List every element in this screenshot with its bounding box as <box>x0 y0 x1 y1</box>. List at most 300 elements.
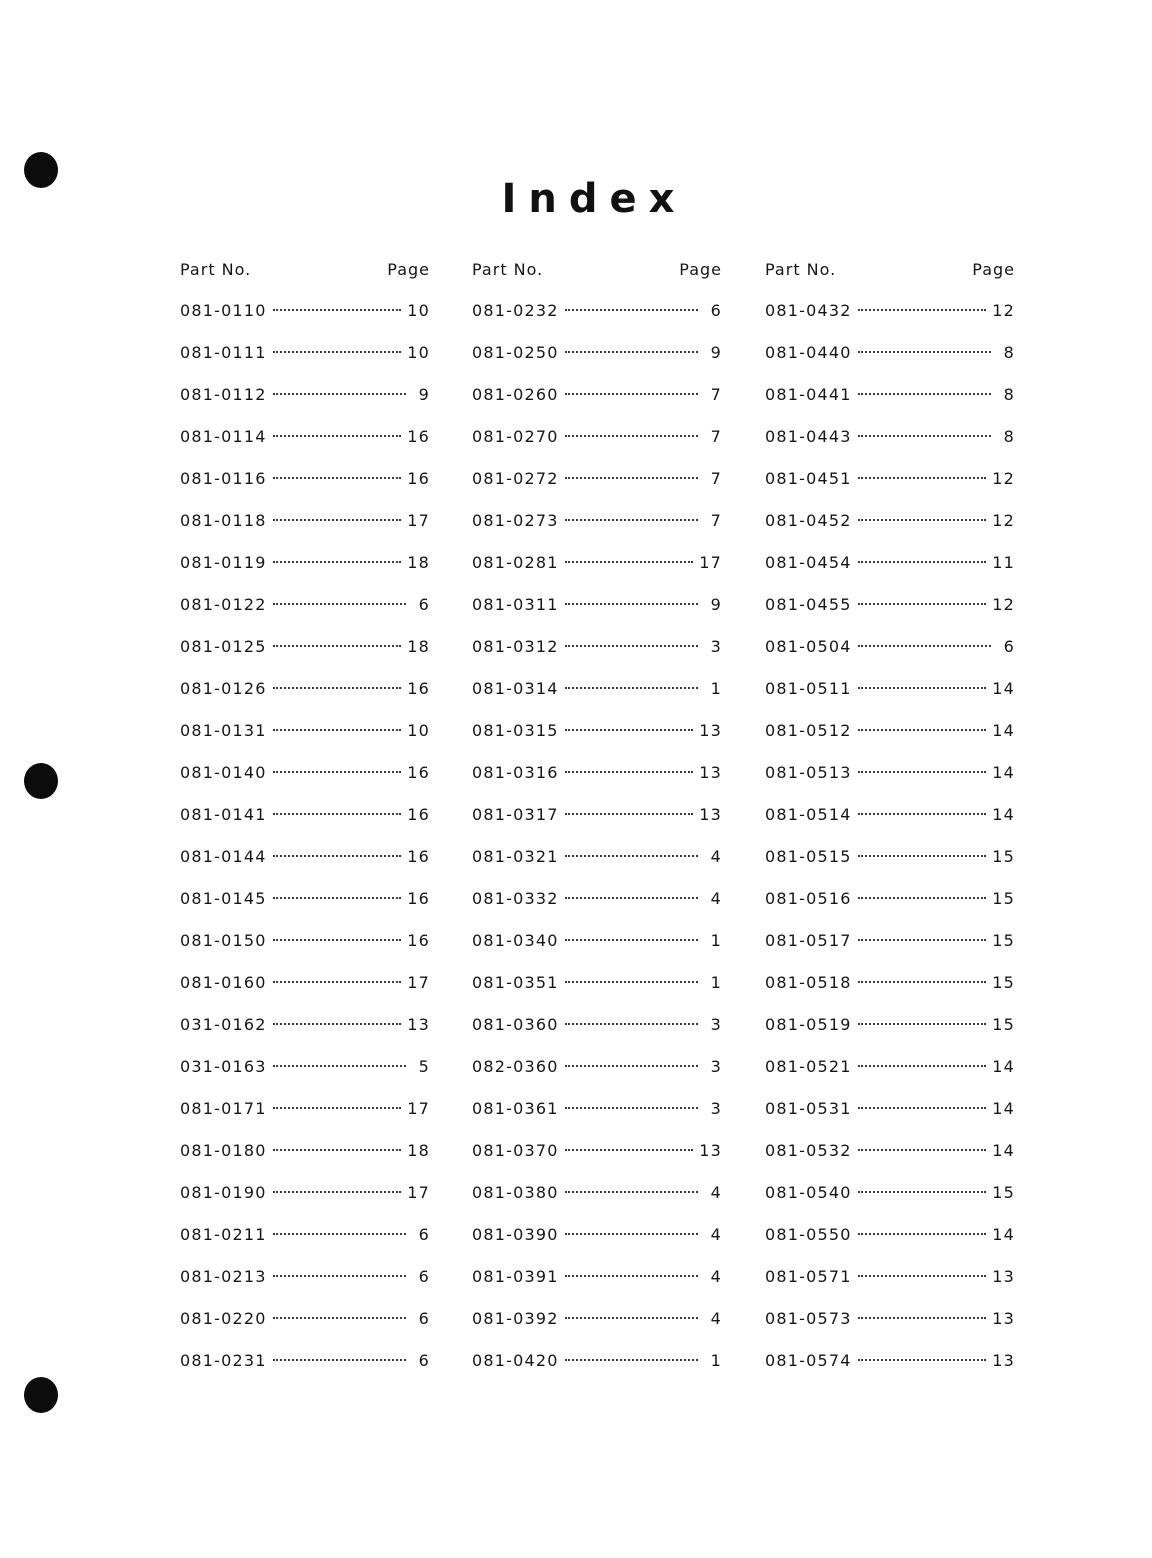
part-number: 081-0122 <box>180 595 267 614</box>
part-number: 081-0116 <box>180 469 267 488</box>
part-number: 081-0140 <box>180 763 267 782</box>
page-number: 13 <box>992 1351 1015 1370</box>
part-number: 081-0272 <box>472 469 559 488</box>
part-number: 081-0340 <box>472 931 559 950</box>
page-number: 7 <box>710 511 722 530</box>
page-number: 6 <box>418 1309 430 1328</box>
index-entry <box>472 591 722 633</box>
index-entry <box>180 339 430 381</box>
index-entry <box>472 297 722 339</box>
page-number: 8 <box>1003 343 1015 362</box>
entry-list <box>472 297 722 1389</box>
dot-leader <box>273 897 402 899</box>
part-number: 081-0141 <box>180 805 267 824</box>
index-entry <box>765 1053 1015 1095</box>
dot-leader <box>565 813 694 815</box>
part-number: 081-0145 <box>180 889 267 908</box>
part-number: 081-0521 <box>765 1057 852 1076</box>
dot-leader <box>565 771 694 773</box>
part-number: 081-0518 <box>765 973 852 992</box>
index-entry <box>765 465 1015 507</box>
part-number: 081-0441 <box>765 385 852 404</box>
index-entry <box>180 297 430 339</box>
page-number: 15 <box>992 931 1015 950</box>
index-entry <box>180 927 430 969</box>
part-number: 081-0316 <box>472 763 559 782</box>
index-entry <box>472 675 722 717</box>
part-number: 081-0220 <box>180 1309 267 1328</box>
index-entry <box>765 1137 1015 1179</box>
entry-list <box>765 297 1015 1389</box>
index-entry <box>765 1347 1015 1389</box>
index-entry <box>180 675 430 717</box>
page-number: 14 <box>992 1225 1015 1244</box>
part-number: 081-0519 <box>765 1015 852 1034</box>
part-number: 081-0111 <box>180 343 267 362</box>
dot-leader <box>565 393 698 395</box>
dot-leader <box>858 603 987 605</box>
index-entry <box>765 759 1015 801</box>
dot-leader <box>273 477 402 479</box>
part-number: 081-0314 <box>472 679 559 698</box>
index-entry <box>472 381 722 423</box>
page-number: 1 <box>710 1351 722 1370</box>
dot-leader <box>565 435 698 437</box>
page-number: 13 <box>992 1267 1015 1286</box>
page-number: 13 <box>699 763 722 782</box>
page-number: 16 <box>407 679 430 698</box>
page-number: 16 <box>407 427 430 446</box>
index-entry <box>765 927 1015 969</box>
dot-leader <box>273 729 402 731</box>
part-number: 081-0119 <box>180 553 267 572</box>
part-number: 081-0571 <box>765 1267 852 1286</box>
index-entry <box>472 633 722 675</box>
dot-leader <box>273 1359 406 1361</box>
header-part-no: Part No. <box>180 260 252 279</box>
page-number: 3 <box>710 1015 722 1034</box>
index-column-1 <box>180 256 430 1389</box>
dot-leader <box>565 897 698 899</box>
index-entry <box>765 1305 1015 1347</box>
page-number: 12 <box>992 511 1015 530</box>
index-entry <box>472 549 722 591</box>
dot-leader <box>858 477 987 479</box>
dot-leader <box>273 1317 406 1319</box>
page-number: 16 <box>407 805 430 824</box>
dot-leader <box>273 393 406 395</box>
dot-leader <box>565 687 698 689</box>
page-number: 3 <box>710 1057 722 1076</box>
part-number: 081-0443 <box>765 427 852 446</box>
index-entry <box>180 1263 430 1305</box>
punch-hole-middle <box>24 763 58 799</box>
page-number: 13 <box>992 1309 1015 1328</box>
page-number: 13 <box>407 1015 430 1034</box>
page-number: 6 <box>418 1225 430 1244</box>
part-number: 081-0144 <box>180 847 267 866</box>
header-page: Page <box>387 260 430 279</box>
part-number: 081-0332 <box>472 889 559 908</box>
index-entry <box>472 885 722 927</box>
index-entry <box>765 633 1015 675</box>
dot-leader <box>565 1023 698 1025</box>
part-number: 081-0112 <box>180 385 267 404</box>
part-number: 081-0454 <box>765 553 852 572</box>
dot-leader <box>858 1359 987 1361</box>
page-number: 18 <box>407 553 430 572</box>
dot-leader <box>858 1107 987 1109</box>
index-entry <box>765 381 1015 423</box>
index-entry <box>180 1221 430 1263</box>
part-number: 081-0231 <box>180 1351 267 1370</box>
dot-leader <box>273 939 402 941</box>
index-entry <box>765 843 1015 885</box>
page-number: 15 <box>992 889 1015 908</box>
part-number: 082-0360 <box>472 1057 559 1076</box>
part-number: 081-0574 <box>765 1351 852 1370</box>
part-number: 081-0420 <box>472 1351 559 1370</box>
dot-leader <box>565 1191 698 1193</box>
page-number: 16 <box>407 763 430 782</box>
dot-leader <box>858 1065 987 1067</box>
part-number: 081-0540 <box>765 1183 852 1202</box>
page-number: 10 <box>407 301 430 320</box>
index-entry <box>180 1179 430 1221</box>
page-number: 3 <box>710 637 722 656</box>
index-entry <box>472 1095 722 1137</box>
index-entry <box>180 717 430 759</box>
index-entry <box>765 675 1015 717</box>
page-number: 13 <box>699 721 722 740</box>
index-entry <box>765 717 1015 759</box>
index-entry <box>472 843 722 885</box>
dot-leader <box>565 603 698 605</box>
index-entry <box>180 1053 430 1095</box>
page-number: 16 <box>407 469 430 488</box>
dot-leader <box>273 1107 402 1109</box>
dot-leader <box>273 603 406 605</box>
part-number: 081-0360 <box>472 1015 559 1034</box>
index-column-2 <box>472 256 722 1389</box>
dot-leader <box>273 855 402 857</box>
dot-leader <box>565 309 698 311</box>
page-number: 9 <box>710 343 722 362</box>
dot-leader <box>273 1065 406 1067</box>
page-number: 14 <box>992 1141 1015 1160</box>
part-number: 081-0131 <box>180 721 267 740</box>
index-entry <box>765 423 1015 465</box>
part-number: 081-0515 <box>765 847 852 866</box>
part-number: 081-0260 <box>472 385 559 404</box>
page-number: 12 <box>992 301 1015 320</box>
dot-leader <box>565 939 698 941</box>
part-number: 081-0452 <box>765 511 852 530</box>
page-number: 15 <box>992 973 1015 992</box>
index-entry <box>765 885 1015 927</box>
dot-leader <box>858 813 987 815</box>
page-number: 8 <box>1003 385 1015 404</box>
dot-leader <box>273 309 402 311</box>
page-number: 14 <box>992 1099 1015 1118</box>
index-entry <box>180 1137 430 1179</box>
index-entry <box>180 381 430 423</box>
part-number: 081-0250 <box>472 343 559 362</box>
page-number: 4 <box>710 847 722 866</box>
dot-leader <box>565 1317 698 1319</box>
part-number: 081-0370 <box>472 1141 559 1160</box>
page-number: 7 <box>710 469 722 488</box>
part-number: 081-0432 <box>765 301 852 320</box>
dot-leader <box>565 1233 698 1235</box>
page-number: 12 <box>992 595 1015 614</box>
dot-leader <box>858 393 991 395</box>
dot-leader <box>858 351 991 353</box>
index-entry <box>472 927 722 969</box>
page-number: 8 <box>1003 427 1015 446</box>
index-entry <box>472 759 722 801</box>
page-number: 10 <box>407 343 430 362</box>
page-number: 12 <box>992 469 1015 488</box>
part-number: 081-0160 <box>180 973 267 992</box>
dot-leader <box>858 1317 987 1319</box>
index-column-3 <box>765 256 1015 1389</box>
dot-leader <box>858 687 987 689</box>
page-number: 16 <box>407 931 430 950</box>
part-number: 081-0390 <box>472 1225 559 1244</box>
page-number: 4 <box>710 1183 722 1202</box>
part-number: 081-0125 <box>180 637 267 656</box>
part-number: 081-0211 <box>180 1225 267 1244</box>
part-number: 081-0311 <box>472 595 559 614</box>
index-entry <box>180 633 430 675</box>
part-number: 081-0504 <box>765 637 852 656</box>
header-page: Page <box>679 260 722 279</box>
index-entry <box>765 801 1015 843</box>
dot-leader <box>858 729 987 731</box>
part-number: 081-0213 <box>180 1267 267 1286</box>
dot-leader <box>858 561 987 563</box>
dot-leader <box>565 477 698 479</box>
part-number: 081-0512 <box>765 721 852 740</box>
dot-leader <box>565 1359 698 1361</box>
part-number: 081-0118 <box>180 511 267 530</box>
part-number: 081-0550 <box>765 1225 852 1244</box>
dot-leader <box>858 1023 987 1025</box>
dot-leader <box>273 351 402 353</box>
index-entry <box>180 759 430 801</box>
dot-leader <box>273 771 402 773</box>
page-number: 10 <box>407 721 430 740</box>
part-number: 081-0514 <box>765 805 852 824</box>
part-number: 081-0451 <box>765 469 852 488</box>
page-title: Index <box>501 176 687 222</box>
part-number: 081-0281 <box>472 553 559 572</box>
dot-leader <box>565 561 694 563</box>
index-entry <box>472 507 722 549</box>
index-entry <box>180 969 430 1011</box>
dot-leader <box>565 1275 698 1277</box>
page-number: 9 <box>710 595 722 614</box>
dot-leader <box>565 1149 694 1151</box>
part-number: 081-0312 <box>472 637 559 656</box>
page-number: 18 <box>407 1141 430 1160</box>
part-number: 081-0516 <box>765 889 852 908</box>
index-entry <box>472 1053 722 1095</box>
dot-leader <box>273 1149 402 1151</box>
part-number: 081-0126 <box>180 679 267 698</box>
part-number: 081-0573 <box>765 1309 852 1328</box>
index-entry <box>180 1347 430 1389</box>
dot-leader <box>858 1149 987 1151</box>
dot-leader <box>858 645 991 647</box>
index-entry <box>765 549 1015 591</box>
part-number: 081-0392 <box>472 1309 559 1328</box>
part-number: 081-0270 <box>472 427 559 446</box>
part-number: 081-0380 <box>472 1183 559 1202</box>
page-number: 18 <box>407 637 430 656</box>
page-number: 16 <box>407 847 430 866</box>
part-number: 081-0321 <box>472 847 559 866</box>
dot-leader <box>565 1107 698 1109</box>
page-number: 6 <box>710 301 722 320</box>
dot-leader <box>565 351 698 353</box>
index-entry <box>180 507 430 549</box>
page-number: 3 <box>710 1099 722 1118</box>
page-number: 14 <box>992 805 1015 824</box>
page-number: 17 <box>407 1099 430 1118</box>
page-number: 15 <box>992 847 1015 866</box>
dot-leader <box>858 309 987 311</box>
page-number: 1 <box>710 931 722 950</box>
dot-leader <box>273 519 402 521</box>
part-number: 081-0190 <box>180 1183 267 1202</box>
index-entry <box>765 339 1015 381</box>
page-number: 4 <box>710 1267 722 1286</box>
column-header <box>472 256 722 284</box>
part-number: 081-0315 <box>472 721 559 740</box>
index-entry <box>180 801 430 843</box>
page-number: 14 <box>992 1057 1015 1076</box>
dot-leader <box>273 1191 402 1193</box>
part-number: 031-0163 <box>180 1057 267 1076</box>
index-entry <box>472 1011 722 1053</box>
header-page: Page <box>972 260 1015 279</box>
dot-leader <box>273 1233 406 1235</box>
dot-leader <box>273 435 402 437</box>
entry-list <box>180 297 430 1389</box>
dot-leader <box>858 771 987 773</box>
part-number: 081-0110 <box>180 301 267 320</box>
index-entry <box>180 885 430 927</box>
dot-leader <box>565 519 698 521</box>
index-entry <box>180 1305 430 1347</box>
index-entry <box>180 465 430 507</box>
header-part-no: Part No. <box>472 260 544 279</box>
dot-leader <box>565 855 698 857</box>
part-number: 081-0171 <box>180 1099 267 1118</box>
page-number: 7 <box>710 385 722 404</box>
index-entry <box>765 507 1015 549</box>
index-entry <box>180 843 430 885</box>
dot-leader <box>858 519 987 521</box>
dot-leader <box>273 1023 402 1025</box>
index-entry <box>180 591 430 633</box>
dot-leader <box>858 1191 987 1193</box>
page-number: 15 <box>992 1183 1015 1202</box>
column-header <box>180 256 430 284</box>
page-number: 6 <box>1003 637 1015 656</box>
page-number: 4 <box>710 1309 722 1328</box>
dot-leader <box>565 1065 698 1067</box>
part-number: 081-0531 <box>765 1099 852 1118</box>
part-number: 081-0232 <box>472 301 559 320</box>
page-number: 4 <box>710 1225 722 1244</box>
dot-leader <box>565 729 694 731</box>
index-entry <box>472 1305 722 1347</box>
punch-hole-bottom <box>24 1377 58 1413</box>
index-entry <box>765 591 1015 633</box>
index-entry <box>472 423 722 465</box>
index-entry <box>180 423 430 465</box>
page-number: 7 <box>710 427 722 446</box>
part-number: 081-0273 <box>472 511 559 530</box>
page-number: 6 <box>418 595 430 614</box>
part-number: 081-0440 <box>765 343 852 362</box>
part-number: 081-0180 <box>180 1141 267 1160</box>
part-number: 081-0391 <box>472 1267 559 1286</box>
page-number: 4 <box>710 889 722 908</box>
page-number: 14 <box>992 721 1015 740</box>
index-entry <box>765 1095 1015 1137</box>
dot-leader <box>858 981 987 983</box>
page-number: 9 <box>418 385 430 404</box>
page-number: 15 <box>992 1015 1015 1034</box>
dot-leader <box>273 1275 406 1277</box>
page-number: 17 <box>407 973 430 992</box>
page-number: 17 <box>407 511 430 530</box>
page-number: 13 <box>699 805 722 824</box>
index-entry <box>472 1137 722 1179</box>
part-number: 081-0114 <box>180 427 267 446</box>
dot-leader <box>273 687 402 689</box>
index-entry <box>765 1011 1015 1053</box>
dot-leader <box>565 981 698 983</box>
index-entry <box>765 1179 1015 1221</box>
dot-leader <box>565 645 698 647</box>
dot-leader <box>273 561 402 563</box>
index-entry <box>472 339 722 381</box>
index-entry <box>472 1263 722 1305</box>
page-number: 6 <box>418 1351 430 1370</box>
dot-leader <box>858 435 991 437</box>
index-entry <box>472 465 722 507</box>
dot-leader <box>858 1275 987 1277</box>
column-header <box>765 256 1015 284</box>
index-entry <box>472 1179 722 1221</box>
dot-leader <box>858 897 987 899</box>
dot-leader <box>273 981 402 983</box>
part-number: 081-0455 <box>765 595 852 614</box>
dot-leader <box>858 1233 987 1235</box>
page-number: 13 <box>699 1141 722 1160</box>
page-number: 17 <box>407 1183 430 1202</box>
index-entry <box>180 1095 430 1137</box>
index-entry <box>765 1221 1015 1263</box>
part-number: 081-0513 <box>765 763 852 782</box>
index-entry <box>472 717 722 759</box>
page-number: 17 <box>699 553 722 572</box>
